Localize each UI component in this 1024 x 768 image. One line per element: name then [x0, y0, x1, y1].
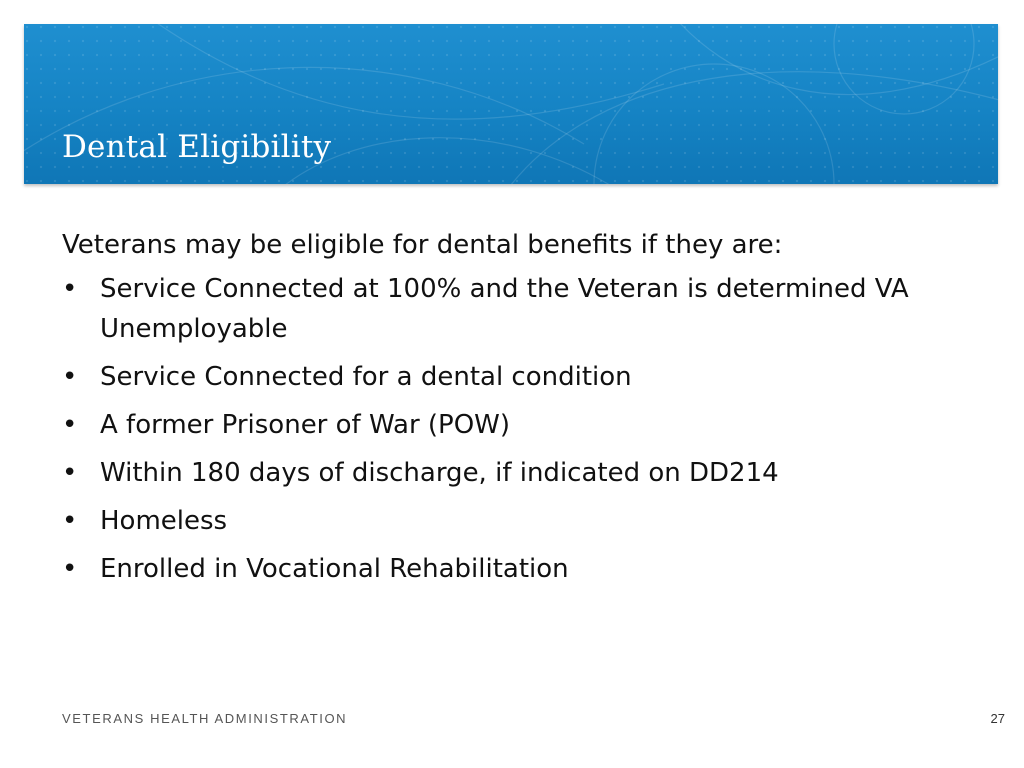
list-item — [62, 357, 962, 397]
list-item — [62, 549, 962, 589]
page-number: 27 — [990, 711, 1005, 726]
bullet-icon: • — [62, 410, 78, 440]
bullet-icon: • — [62, 274, 78, 304]
intro-text: Veterans may be eligible for dental benefits if they are: — [62, 230, 783, 260]
slide-title: Dental Eligibility — [62, 129, 332, 165]
title-banner — [24, 24, 998, 184]
list-item-text: Enrolled in Vocational Rehabilitation — [100, 554, 569, 584]
list-item-text: Within 180 days of discharge, if indicated on DD214 — [100, 458, 779, 488]
eligibility-list — [62, 269, 962, 589]
list-item-text: Service Connected at 100% and the Veteran is determined VA Unemployable — [100, 274, 909, 344]
list-item — [62, 453, 962, 493]
slide-body — [62, 225, 962, 597]
list-item — [62, 269, 962, 349]
bullet-icon: • — [62, 506, 78, 536]
bullet-icon: • — [62, 554, 78, 584]
list-item — [62, 405, 962, 445]
list-item-text: A former Prisoner of War (POW) — [100, 410, 511, 440]
list-item — [62, 501, 962, 541]
footer-organization: VETERANS HEALTH ADMINISTRATION — [62, 711, 348, 726]
list-item-text: Service Connected for a dental condition — [100, 362, 632, 392]
list-item-text: Homeless — [100, 506, 228, 536]
bullet-icon: • — [62, 362, 78, 392]
bullet-icon: • — [62, 458, 78, 488]
